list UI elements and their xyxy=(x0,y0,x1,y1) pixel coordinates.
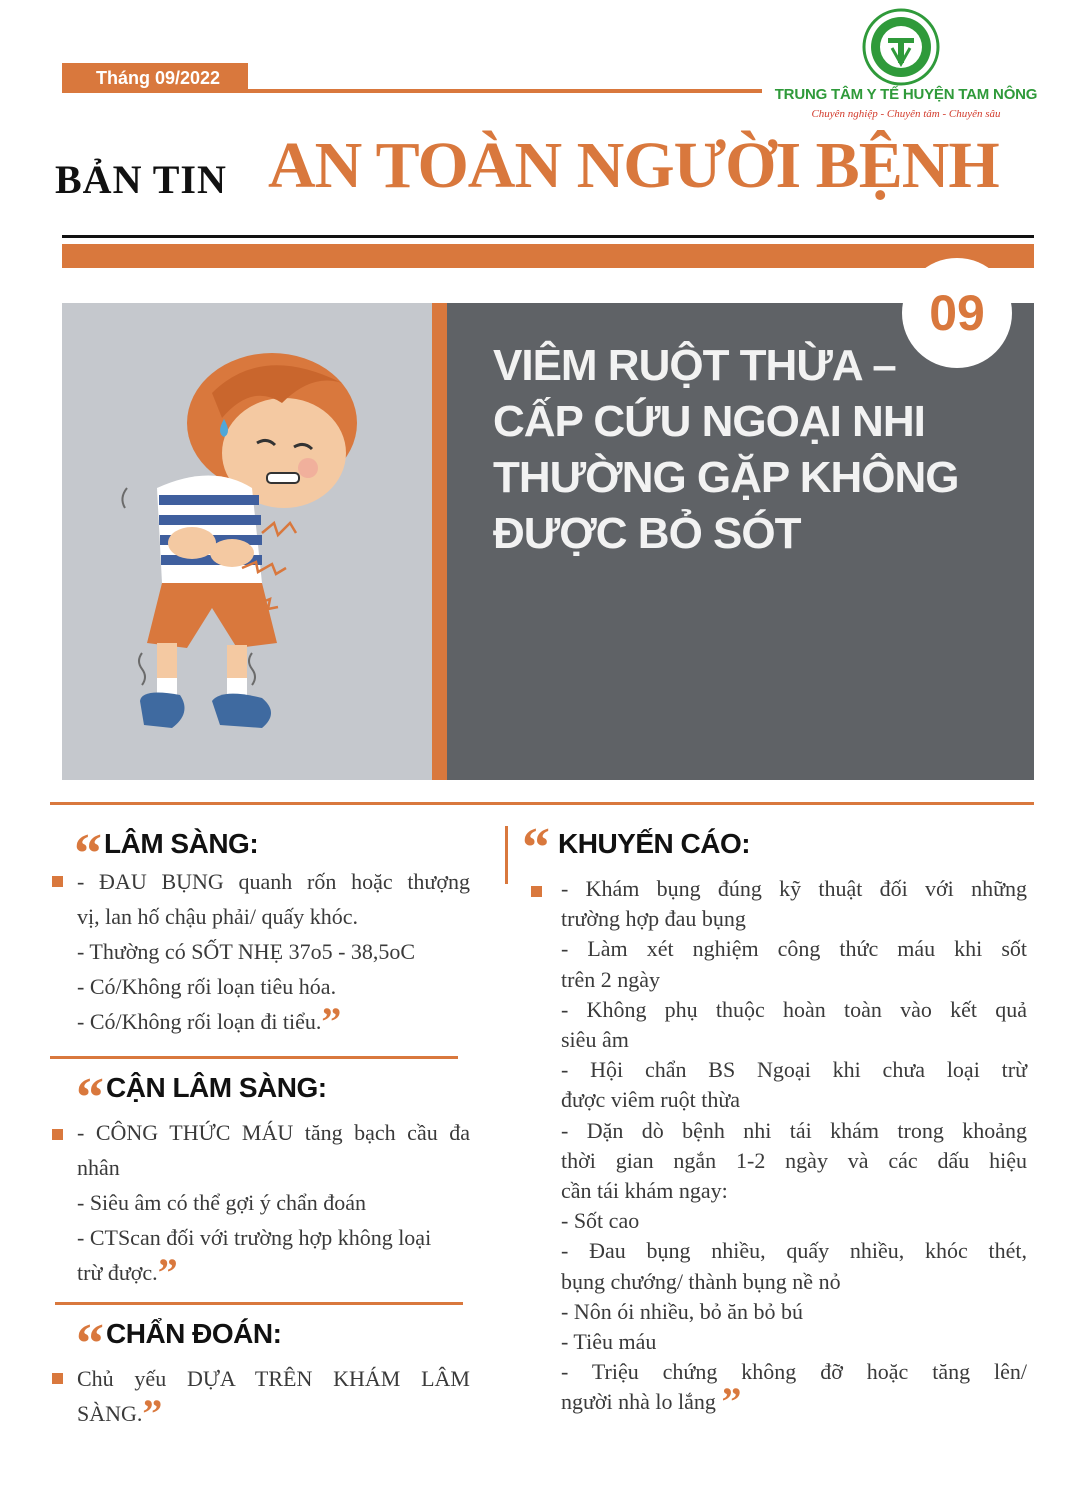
text-line: thời gian ngắn 1-2 ngày và các dấu hiệu xyxy=(561,1147,1027,1173)
text-line: - CÔNG THỨC MÁU tăng bạch cầu đa xyxy=(77,1120,470,1145)
khuyen-cao-text xyxy=(561,874,1027,1425)
bulletin-title-main: AN TOÀN NGƯỜI BỆNH xyxy=(268,129,999,202)
quote-close-icon: ” xyxy=(321,999,342,1044)
text-line: - Nôn ói nhiều, bỏ ăn bỏ bú xyxy=(561,1298,803,1324)
hospital-logo-icon xyxy=(862,8,940,86)
quote-open-icon: “ xyxy=(76,1313,104,1375)
section-heading-lam-sang: LÂM SÀNG: xyxy=(104,828,259,859)
content-top-rule xyxy=(50,802,1034,805)
chan-doan-text xyxy=(77,1361,470,1436)
text-line: Chủ yếu DỰA TRÊN KHÁM LÂM xyxy=(77,1366,470,1391)
quote-open-icon: “ xyxy=(74,823,102,885)
quote-close-icon: ” xyxy=(721,1379,742,1425)
organization-slogan: Chuyên nghiệp - Chuyên tâm - Chuyên sâu xyxy=(811,108,1001,120)
text-line: - Triệu chứng không đỡ hoặc tăng lên/ xyxy=(561,1359,1027,1385)
text-line: - Sốt cao xyxy=(561,1208,640,1234)
article-title-line: CẤP CỨU NGOẠI NHI xyxy=(493,397,925,446)
text-line: - Dặn dò bệnh nhi tái khám trong khoảng xyxy=(561,1117,1027,1143)
text-line: - Có/Không rối loạn tiêu hóa. xyxy=(77,974,337,999)
text-line: trừ được. xyxy=(77,1260,158,1285)
bullet-square-icon xyxy=(52,876,63,887)
date-underline xyxy=(248,89,762,93)
bullet-square-icon xyxy=(52,1373,63,1384)
section-heading-khuyen-cao: KHUYẾN CÁO: xyxy=(558,828,751,859)
text-line: vị, lan hố chậu phải/ quấy khóc. xyxy=(77,904,359,929)
article-title-line: THƯỜNG GẶP KHÔNG xyxy=(493,453,959,502)
text-line: SÀNG. xyxy=(77,1401,143,1426)
text-line: - Không phụ thuộc hoàn toàn vào kết quả xyxy=(561,996,1027,1022)
text-line: - ĐAU BỤNG quanh rốn hoặc thượng xyxy=(77,869,470,894)
text-line: - Hội chẩn BS Ngoại khi chưa loại trừ xyxy=(561,1057,1027,1083)
sick-boy-illustration xyxy=(62,303,432,780)
text-line: siêu âm xyxy=(561,1027,629,1053)
text-line: - Khám bụng đúng kỹ thuật đối với những xyxy=(561,876,1027,901)
text-line: - Có/Không rối loạn đi tiểu. xyxy=(77,1009,322,1034)
column-divider xyxy=(505,826,508,884)
text-line: được viêm ruột thừa xyxy=(561,1087,741,1113)
article-title-line: VIÊM RUỘT THỪA – xyxy=(493,341,896,390)
bullet-square-icon xyxy=(52,1129,63,1140)
quote-open-icon: “ xyxy=(522,817,550,879)
text-line: trường hợp đau bụng xyxy=(561,906,746,932)
text-line: trên 2 ngày xyxy=(561,966,660,992)
article-title xyxy=(493,338,993,562)
header-rule-thick xyxy=(62,244,1034,268)
section-divider xyxy=(50,1056,458,1059)
text-line: - Thường có SỐT NHẸ 37o5 - 38,5oC xyxy=(77,939,416,964)
text-line: - Đau bụng nhiều, quấy nhiều, khóc thét, xyxy=(561,1238,1027,1264)
text-line: - Làm xét nghiệm công thức máu khi sốt xyxy=(561,936,1027,962)
article-title-line: ĐƯỢC BỎ SÓT xyxy=(493,509,801,558)
section-divider xyxy=(55,1302,463,1305)
text-line: - Tiêu máu xyxy=(561,1329,657,1355)
lam-sang-text xyxy=(77,864,470,1044)
text-line: - CTScan đối với trường hợp không loại xyxy=(77,1225,432,1250)
text-line: - Siêu âm có thể gợi ý chẩn đoán xyxy=(77,1190,366,1215)
section-heading-can-lam-sang: CẬN LÂM SÀNG: xyxy=(106,1072,327,1103)
quote-close-icon: ” xyxy=(142,1391,163,1436)
text-line: bụng chướng/ thành bụng nề nỏ xyxy=(561,1268,841,1294)
text-line: nhân xyxy=(77,1155,120,1180)
bullet-square-icon xyxy=(531,886,542,897)
date-tag: Tháng 09/2022 xyxy=(62,63,248,93)
hero-accent-strip xyxy=(432,303,447,780)
issue-number-badge: 09 xyxy=(902,258,1012,368)
header-rule-thin xyxy=(62,235,1034,238)
quote-open-icon: “ xyxy=(76,1067,104,1129)
text-line: người nhà lo lắng xyxy=(561,1389,716,1415)
text-line: cần tái khám ngay: xyxy=(561,1178,728,1204)
can-lam-sang-text xyxy=(77,1115,470,1295)
organization-name: TRUNG TÂM Y TẾ HUYỆN TAM NÔNG xyxy=(774,86,1038,103)
section-heading-chan-doan: CHẨN ĐOÁN: xyxy=(106,1318,282,1349)
bulletin-title-prefix: BẢN TIN xyxy=(55,157,227,202)
quote-close-icon: ” xyxy=(157,1250,178,1295)
